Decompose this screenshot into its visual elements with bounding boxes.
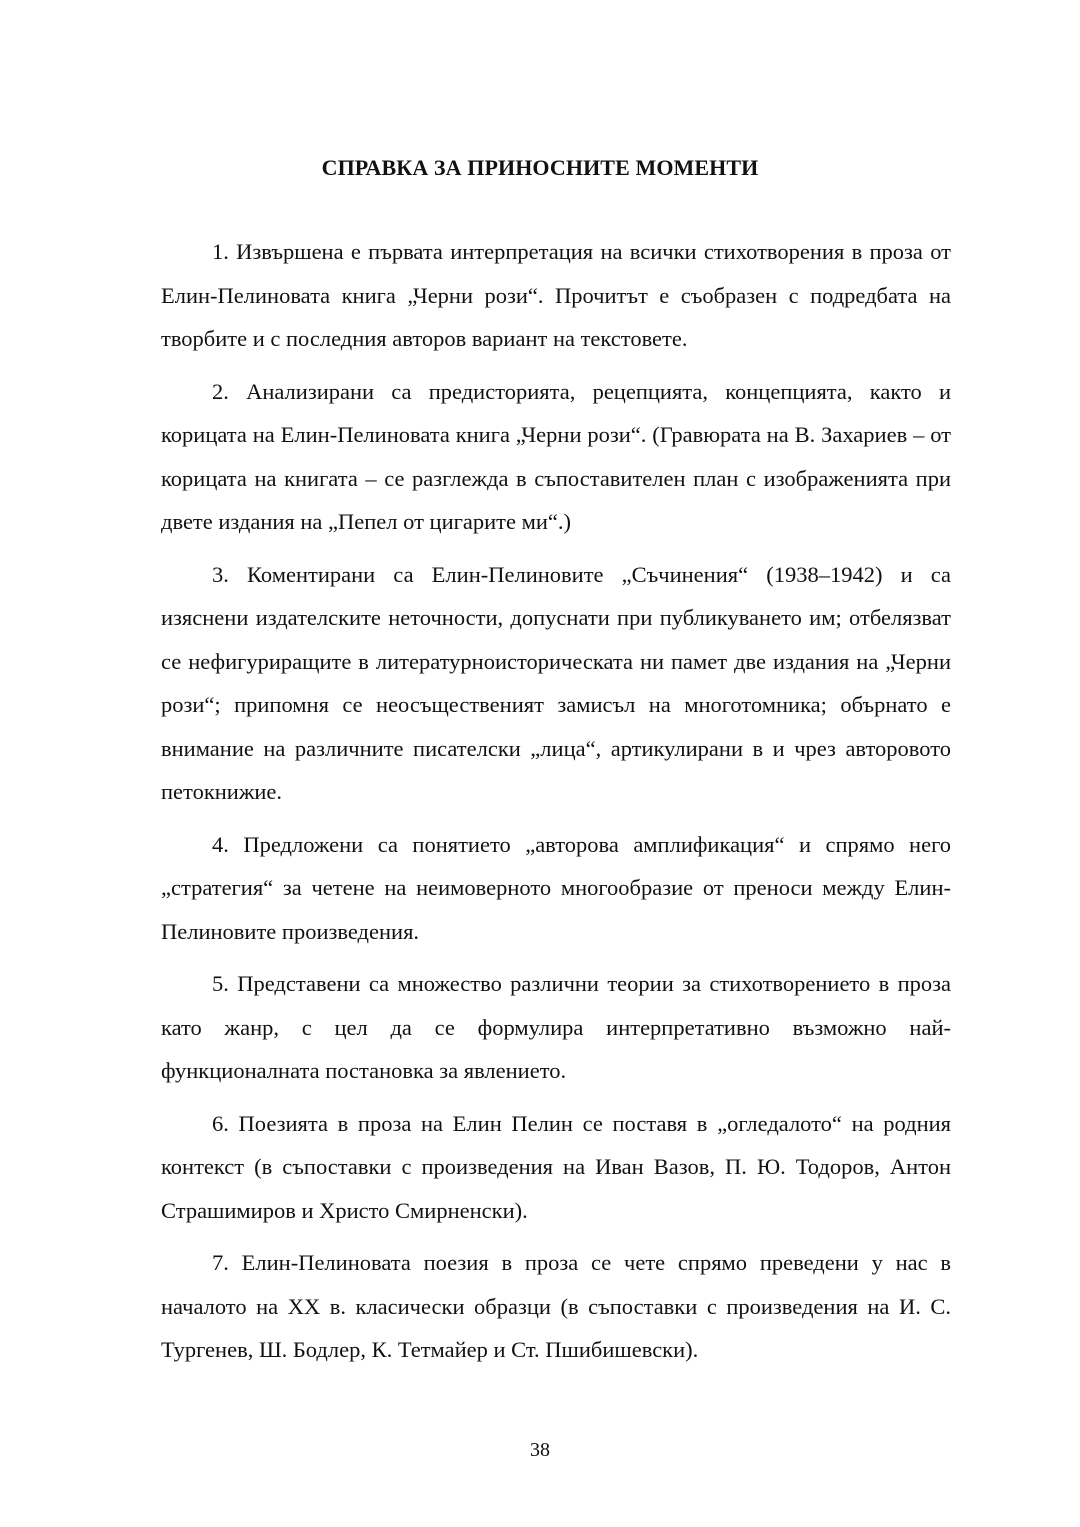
contribution-paragraph-6: 6. Поезията в проза на Елин Пелин се поставя в „огледалото“ на родния контекст (в съпоставки с произведения на Иван Вазов, П. Ю. Тодоров, Антон Страшимиров и Христо Смирненски). [161, 1110, 951, 1223]
contribution-paragraph-2: 2. Анализирани са предисторията, рецепцията, концепцията, както и корицата на Елин-Пелиновата книга „Черни рози“. (Гравюрата на В. Захариев – от корицата на книгата – се разглежда в съпоставителен план с изображенията при двете издания на „Пепел от цигарите ми“.) [161, 378, 951, 534]
contribution-paragraph-5: 5. Представени са множество различни теории за стихотворението в проза като жанр, с цел да се формулира интерпретативно възможно най-функционалната постановка за явлението. [161, 971, 951, 1083]
page-title: СПРАВКА ЗА ПРИНОСНИТЕ МОМЕНТИ [321, 155, 759, 180]
contribution-paragraph-3: 3. Коментирани са Елин-Пелиновите „Съчинения“ (1938–1942) и са изяснени издателските неточности, допуснати при публикуването им; отбелязват се нефигуриращите в литературноисторическата ни памет две издания на „Черни рози“; припомня се неосъщественият замисъл на многотомника; обърнато е внимание на различните писателски „лица“, артикулирани в и чрез авторовото петокнижие. [161, 561, 951, 804]
page-number: 38 [530, 1439, 550, 1461]
contribution-paragraph-4: 4. Предложени са понятието „авторова амплификация“ и спрямо него „стратегия“ за четене на неимоверното многообразие от преноси между Елин-Пелиновите произведения. [161, 831, 951, 944]
contribution-paragraph-1: 1. Извършена е първата интерпретация на всички стихотворения в проза от Елин-Пелиновата книга „Черни рози“. Прочитът е съобразен с подредбата на творбите и с последния авторов вариант на текстовете. [161, 239, 951, 351]
contribution-paragraph-7: 7. Елин-Пелиновата поезия в проза се чете спрямо преведени у нас в началото на XX в. класически образци (в съпоставки с произведения на И. С. Тургенев, Ш. Бодлер, К. Тетмайер и Ст. Пшибишевски). [161, 1250, 951, 1362]
document-body [161, 230, 951, 1381]
